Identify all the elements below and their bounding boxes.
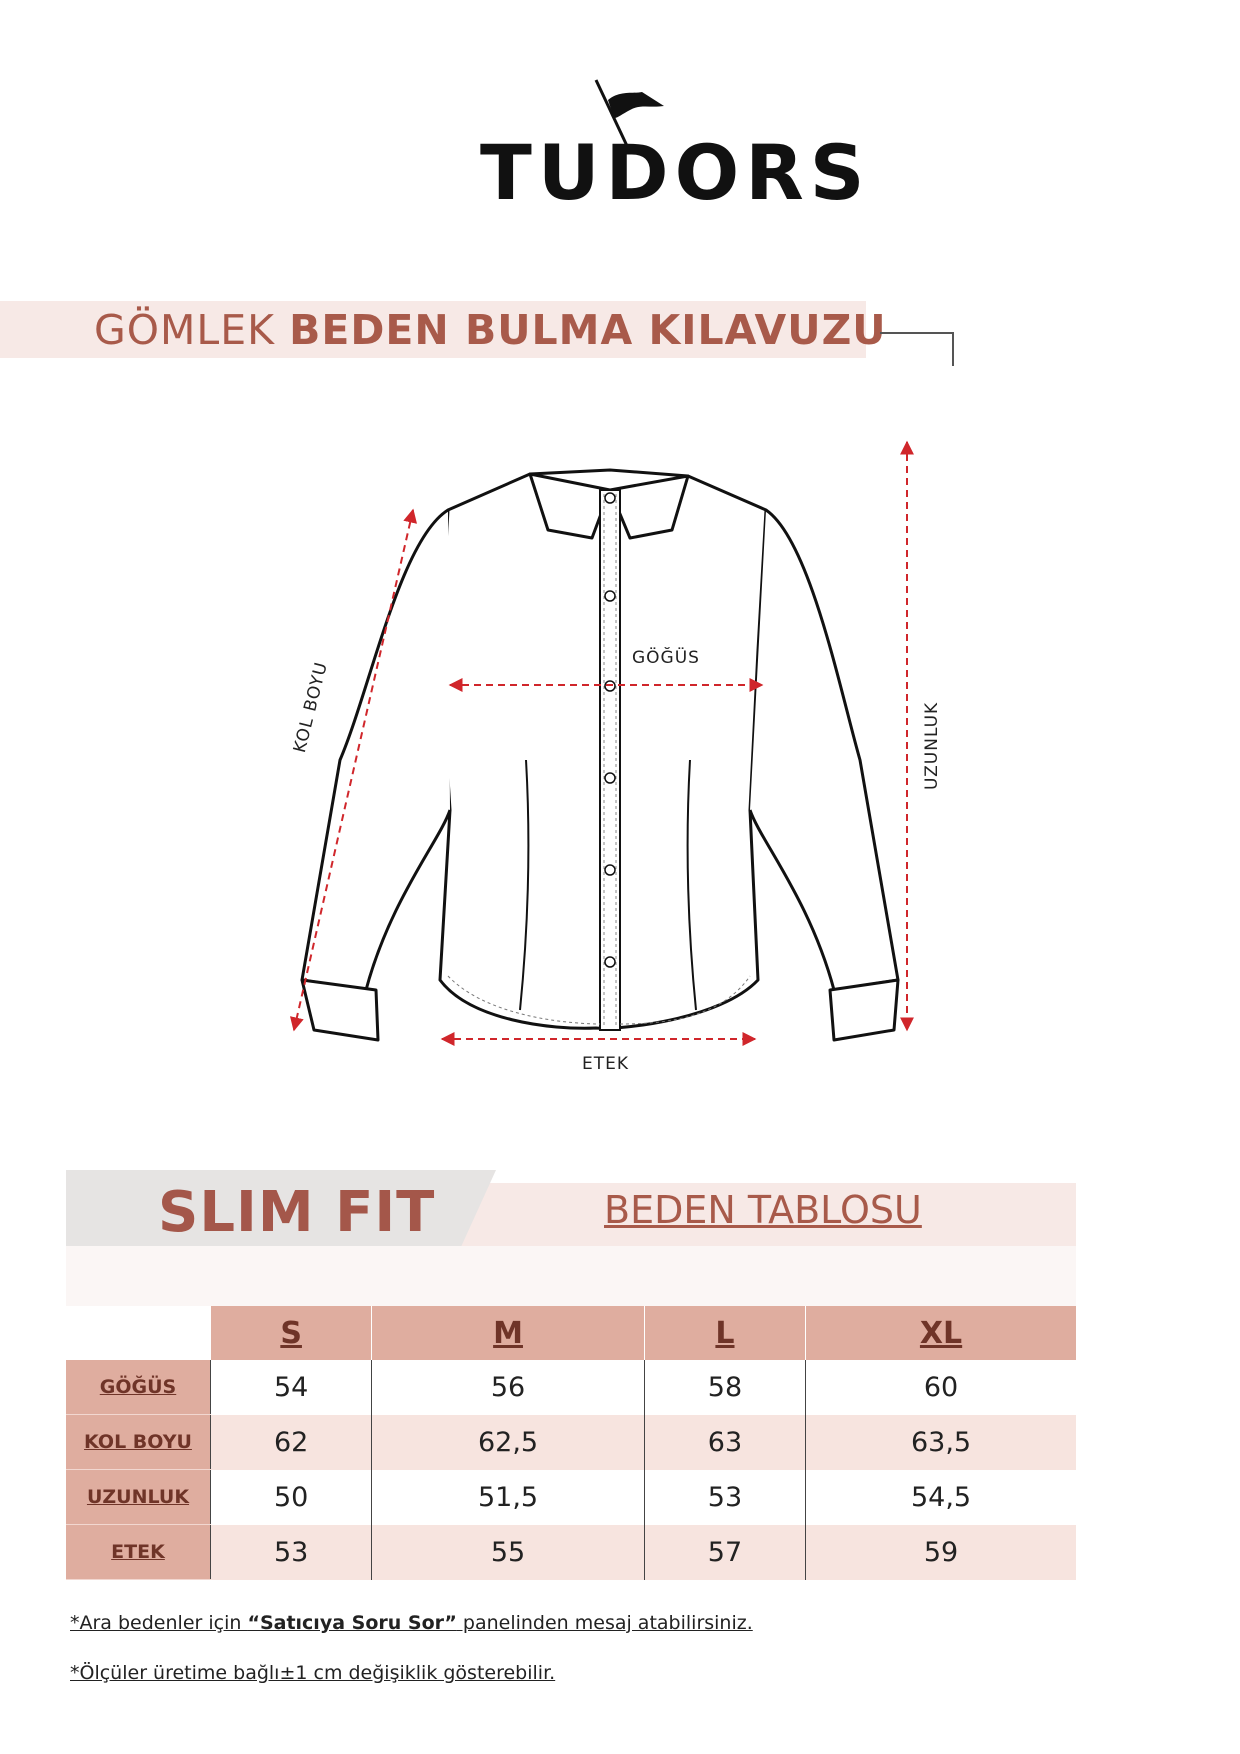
note1-bold: “Satıcıya Soru Sor” [247, 1612, 457, 1634]
title-light: GÖMLEK [94, 306, 290, 354]
note1-post: panelinden mesaj atabilirsiniz. [456, 1612, 753, 1634]
table-cell: 51,5 [372, 1470, 645, 1525]
size-header-m: M [372, 1306, 645, 1360]
table-row [66, 1525, 1076, 1580]
hem-label: ETEK [582, 1054, 630, 1074]
title-bold: BEDEN BULMA KILAVUZU [289, 306, 887, 354]
table-spacer [66, 1246, 1076, 1306]
table-cell: 53 [644, 1470, 805, 1525]
table-cell: 63,5 [806, 1415, 1076, 1470]
table-row [66, 1470, 1076, 1525]
shirt-diagram [280, 430, 1000, 1090]
table-cell: 53 [211, 1525, 372, 1580]
brand-name: TUDORS [480, 128, 871, 217]
corner-decoration [880, 332, 954, 366]
table-cell: 58 [644, 1360, 805, 1415]
table-row [66, 1415, 1076, 1470]
size-header-row [66, 1306, 1076, 1360]
brand-logo [480, 78, 871, 217]
size-header-xl: XL [806, 1306, 1076, 1360]
note-tolerance: *Ölçüler üretime bağlı±1 cm değişiklik gösterebilir. [70, 1662, 556, 1684]
chest-label: GÖĞÜS [632, 648, 700, 668]
table-cell: 63 [644, 1415, 805, 1470]
size-table-title: BEDEN TABLOSU [604, 1188, 922, 1232]
table-cell: 54,5 [806, 1470, 1076, 1525]
table-cell: 60 [806, 1360, 1076, 1415]
note-intermediate-sizes [70, 1612, 753, 1634]
table-cell: 55 [372, 1525, 645, 1580]
table-cell: 59 [806, 1525, 1076, 1580]
fit-name: SLIM FIT [158, 1180, 436, 1245]
table-cell: 56 [372, 1360, 645, 1415]
row-label-length: UZUNLUK [66, 1470, 211, 1525]
size-header-l: L [644, 1306, 805, 1360]
table-cell: 62 [211, 1415, 372, 1470]
note1-pre: *Ara bedenler için [70, 1612, 248, 1634]
table-cell: 54 [211, 1360, 372, 1415]
table-cell: 50 [211, 1470, 372, 1525]
page-title [94, 306, 887, 354]
shirt-illustration [280, 430, 1000, 1090]
row-label-hem: ETEK [66, 1525, 211, 1580]
size-header-s: S [211, 1306, 372, 1360]
table-cell: 57 [644, 1525, 805, 1580]
length-label: UZUNLUK [922, 701, 942, 790]
table-corner [66, 1306, 211, 1360]
row-label-chest: GÖĞÜS [66, 1360, 211, 1415]
size-table [66, 1306, 1076, 1580]
sleeve-label: KOL BOYU [290, 659, 332, 755]
row-label-sleeve: KOL BOYU [66, 1415, 211, 1470]
table-row [66, 1360, 1076, 1415]
table-cell: 62,5 [372, 1415, 645, 1470]
